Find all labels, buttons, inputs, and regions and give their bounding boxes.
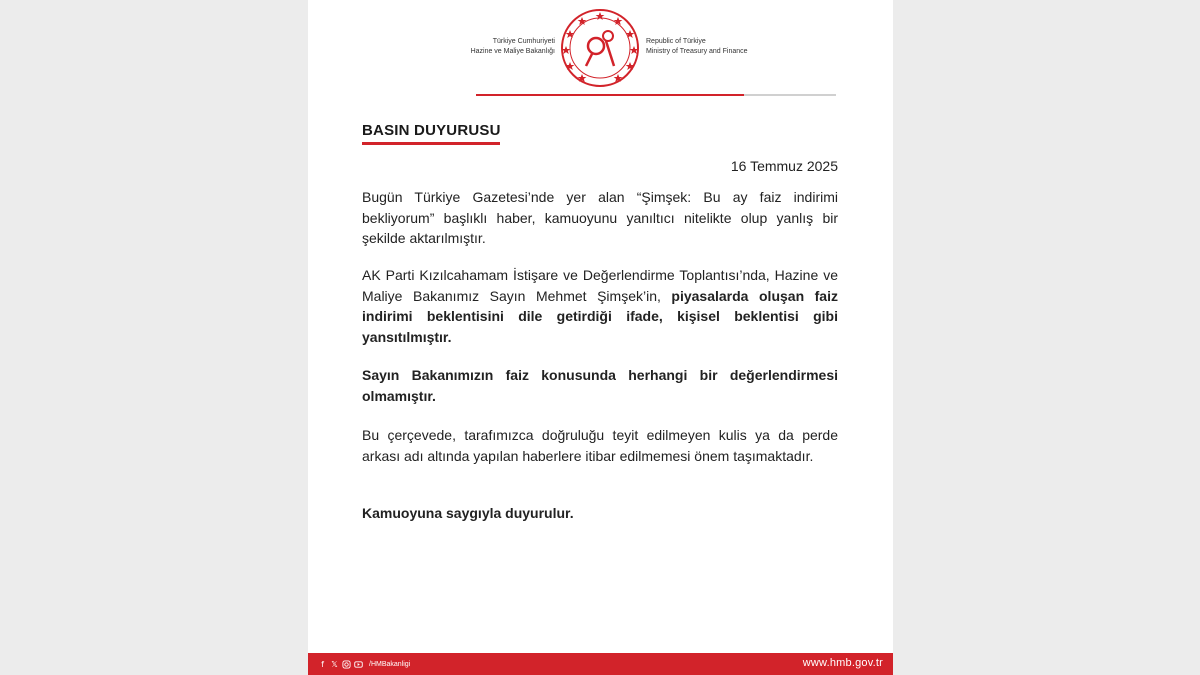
x-icon[interactable]: 𝕏 xyxy=(331,659,338,669)
closing-statement: Kamuoyuna saygıyla duyurulur. xyxy=(362,505,574,521)
org-name-tr-line1: Türkiye Cumhuriyeti xyxy=(492,38,555,45)
instagram-icon[interactable] xyxy=(342,660,351,669)
paragraph-2-normal: AK Parti Kızılcahamam İstişare ve Değerlendirme Toplantısı’nda, Hazine ve Maliye Bakanımız Sayın Mehmet Şimşek’in, xyxy=(362,267,838,304)
press-release-page xyxy=(308,0,893,675)
paragraph-3: Sayın Bakanımızın faiz konusunda herhangi bir değerlendirmesi olmamıştır. xyxy=(362,367,838,404)
youtube-icon[interactable] xyxy=(354,660,363,669)
ministry-emblem-icon xyxy=(560,8,640,88)
footer-bar xyxy=(308,653,893,675)
website-link[interactable]: www.hmb.gov.tr xyxy=(802,657,883,669)
org-name-en-line2: Ministry of Treasury and Finance xyxy=(646,48,748,55)
paragraph-2-bold: piyasalarda oluşan faiz indirimi beklentisini dile getirdiği ifade, kişisel beklentisi gibi yansıtılmıştır. xyxy=(362,287,838,345)
header-divider-accent xyxy=(476,94,744,96)
social-handle[interactable]: /HMBakanligi xyxy=(369,660,411,668)
org-name-en-line1: Republic of Türkiye xyxy=(646,38,706,45)
paragraph-1: Bugün Türkiye Gazetesi’nde yer alan “Şimşek: Bu ay faiz indirimi bekliyorum” başlıklı haber, kamuoyunu yanıltıcı nitelikte olup yanlış bir şekilde aktarılmıştır. xyxy=(362,189,838,246)
title-underline xyxy=(362,142,500,145)
paragraph-4: Bu çerçevede, tarafımızca doğruluğu teyit edilmeyen kulis ya da perde arkası adı altında yapılan haberlere itibar edilmemesi önem taşımaktadır. xyxy=(362,427,838,464)
document-title: BASIN DUYURUSU xyxy=(362,122,501,139)
facebook-icon[interactable]: f xyxy=(321,659,324,669)
org-name-tr-line2: Hazine ve Maliye Bakanlığı xyxy=(470,48,555,55)
letterhead xyxy=(308,0,893,95)
paragraph-2 xyxy=(362,265,838,347)
org-name-turkish xyxy=(471,37,555,57)
document-date: 16 Temmuz 2025 xyxy=(730,158,838,174)
social-links xyxy=(318,658,410,670)
org-name-english xyxy=(646,37,748,57)
